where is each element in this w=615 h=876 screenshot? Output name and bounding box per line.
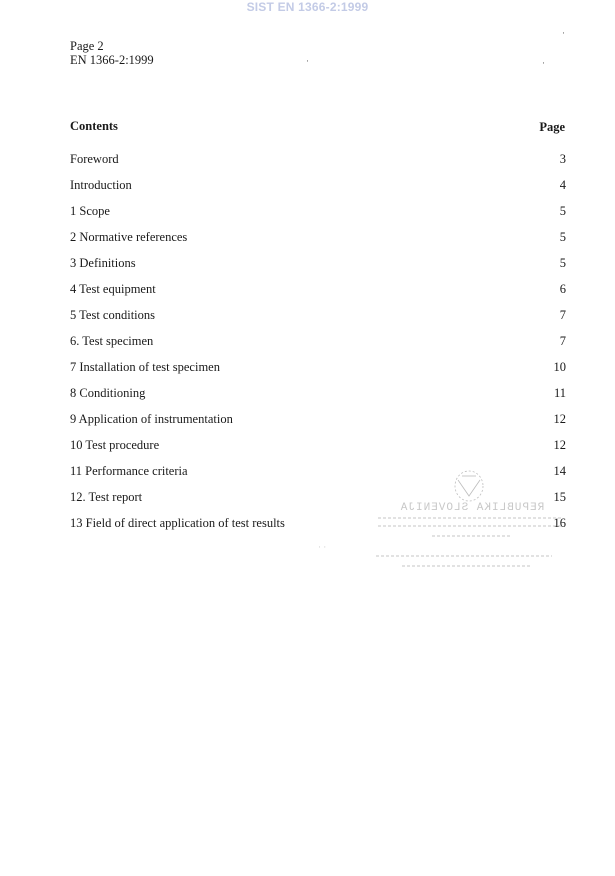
toc-entry-test-specimen[interactable] (70, 334, 566, 350)
toc-entry-label: 13 Field of direct application of test results (70, 516, 285, 530)
toc-entry-label: 5 Test conditions (70, 308, 156, 322)
toc-entry-foreword[interactable] (70, 152, 566, 168)
toc-entry-scope[interactable] (70, 204, 566, 220)
toc-entry-definitions[interactable] (70, 256, 566, 272)
toc-entry-instrumentation[interactable] (70, 412, 566, 428)
toc-entry-test-equipment[interactable] (70, 282, 566, 298)
document-watermark: SIST EN 1366-2:1999 (246, 0, 369, 14)
toc-entry-label: 4 Test equipment (70, 282, 156, 296)
toc-entry-page: 12 (553, 412, 566, 426)
toc-entry-page: 5 (559, 256, 566, 270)
toc-entry-conditioning[interactable] (70, 386, 566, 402)
page-number-line: Page 2 (70, 39, 104, 53)
toc-entry-page: 11 (553, 386, 566, 400)
page-column-heading: Page (539, 120, 565, 134)
toc-entry-label: 6. Test specimen (70, 334, 154, 348)
toc-entry-normative-references[interactable] (70, 230, 566, 246)
toc-entry-page: 6 (559, 282, 566, 296)
standard-number-line: EN 1366-2:1999 (70, 53, 154, 67)
toc-entry-label: Introduction (70, 178, 132, 192)
toc-entry-label: 10 Test procedure (70, 438, 160, 452)
toc-entry-page: 7 (559, 308, 566, 322)
toc-entry-page: 14 (553, 464, 566, 478)
toc-entry-label: 3 Definitions (70, 256, 136, 270)
toc-entry-page: 15 (553, 490, 566, 504)
toc-entry-label: 8 Conditioning (70, 386, 146, 400)
toc-entry-page: 4 (559, 178, 566, 192)
toc-entry-test-conditions[interactable] (70, 308, 566, 324)
toc-entry-label: 2 Normative references (70, 230, 188, 244)
toc-entry-test-procedure[interactable] (70, 438, 566, 454)
toc-entry-label: 12. Test report (70, 490, 143, 504)
scan-speck: · (306, 56, 309, 66)
scan-speck: · (542, 58, 545, 68)
toc-entry-page: 7 (559, 334, 566, 348)
official-stamp-icon (372, 466, 572, 576)
toc-entry-label: 1 Scope (70, 204, 110, 218)
toc-entry-page: 5 (559, 230, 566, 244)
toc-entry-page: 5 (559, 204, 566, 218)
scan-speck: · (562, 28, 565, 38)
toc-entry-page: 3 (559, 152, 566, 166)
toc-entry-label: 7 Installation of test specimen (70, 360, 220, 374)
page-header (70, 39, 154, 67)
contents-heading: Contents (70, 119, 118, 133)
scan-speck: · · (318, 542, 327, 552)
toc-entry-installation[interactable] (70, 360, 566, 376)
toc-entry-label: 9 Application of instrumentation (70, 412, 233, 426)
toc-entry-page: 12 (553, 438, 566, 452)
toc-entry-page: 10 (553, 360, 566, 374)
toc-entry-page: 16 (553, 516, 566, 530)
svg-text:REPUBLIKA SLOVENIJA: REPUBLIKA SLOVENIJA (399, 502, 545, 514)
toc-entry-label: Foreword (70, 152, 119, 166)
toc-entry-introduction[interactable] (70, 178, 566, 194)
toc-entry-label: 11 Performance criteria (70, 464, 188, 478)
